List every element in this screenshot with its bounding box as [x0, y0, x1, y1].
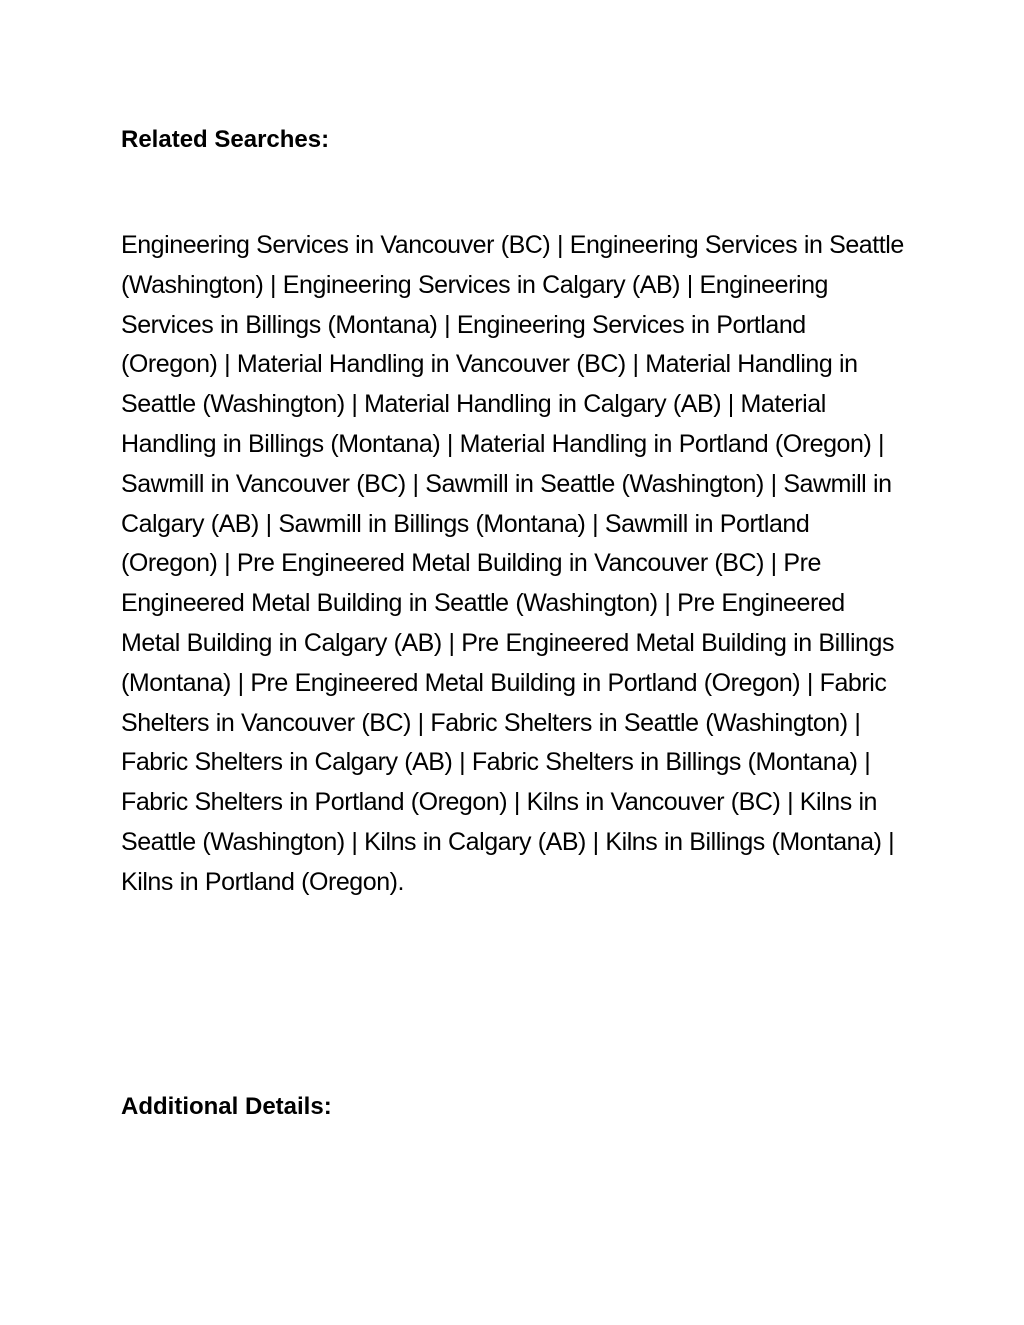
additional-details-heading: Additional Details: — [121, 1093, 332, 1120]
related-searches-text: Engineering Services in Vancouver (BC) | Engineering Services in Seattle (Washington) | Engineering Services in Calgary (AB) | Engineering Services in Billings (Montana) | Engineering Services in Portland (Oregon) | Material Handling in Vancouver (BC) | Material Handling in Seattle (Washington) | Material Handling in Calgary (AB) | Material Handling in Billings (Montana) | Material Handling in Portland (Oregon) | Sawmill in Vancouver (BC) | Sawmill in Seattle (Washington) | Sawmill in Calgary (AB) | Sawmill in Billings (Montana) | Sawmill in Portland (Oregon) | Pre Engineered Metal Building in Vancouver (BC) | Pre Engineered Metal Building in Seattle (Washington) | Pre Engineered Metal Building in Calgary (AB) | Pre Engineered Metal Building in Billings (Montana) | Pre Engineered Metal Building in Portland (Oregon) | Fabric Shelters in Vancouver (BC) | Fabric Shelters in Seattle (Washington) | Fabric Shelters in Calgary (AB) | Fabric Shelters in Billings (Montana) | Fabric Shelters in Portland (Oregon) | Kilns in Vancouver (BC) | Kilns in Seattle (Washington) | Kilns in Calgary (AB) | Kilns in Billings (Montana) | Kilns in Portland (Oregon). — [121, 231, 904, 896]
related-searches-heading: Related Searches: — [121, 126, 330, 153]
